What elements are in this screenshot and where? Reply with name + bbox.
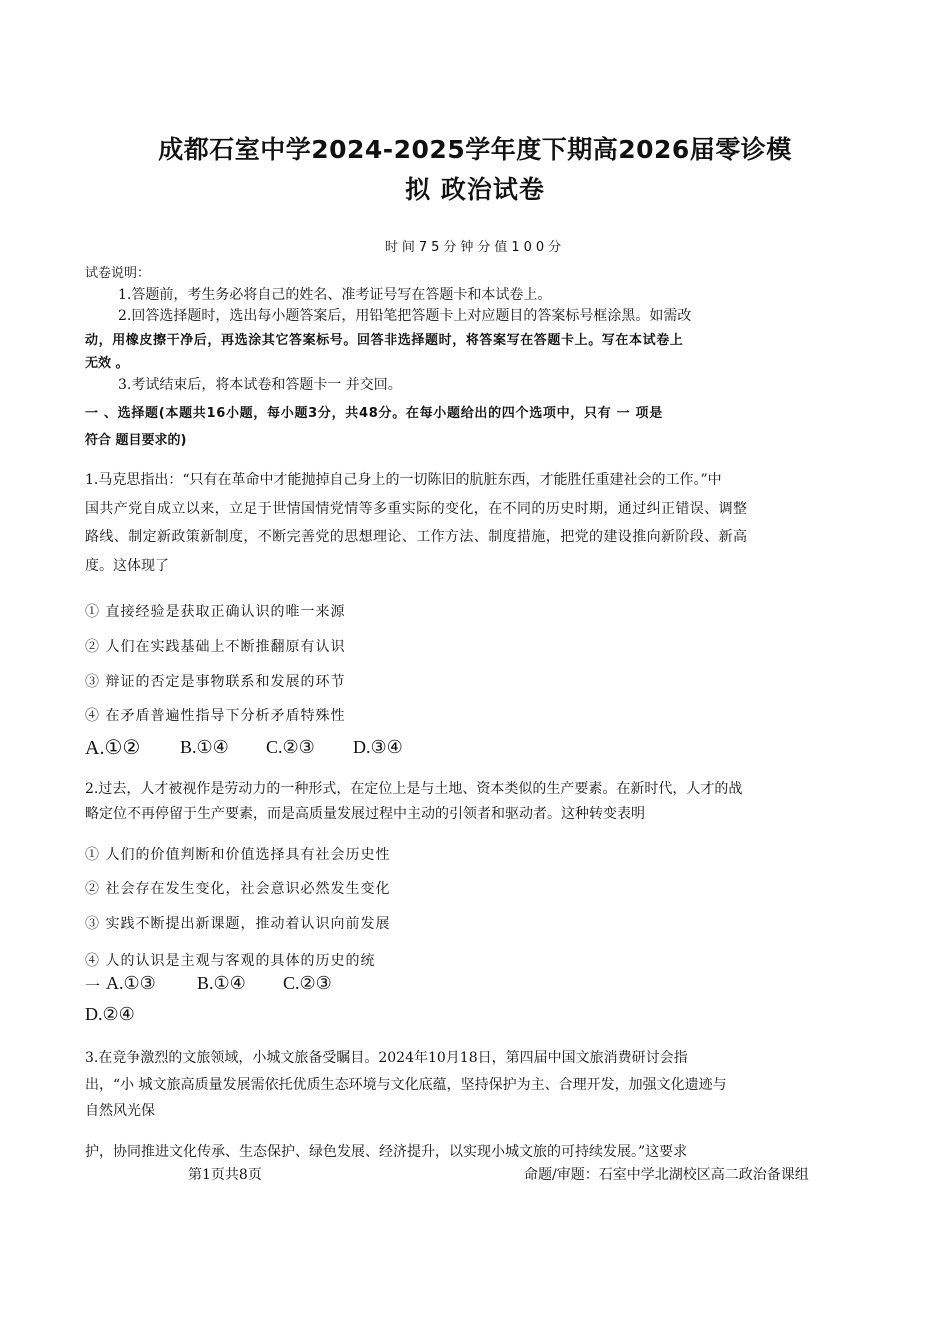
footer-credit: 命题/审题：石室中学北湖校区高二政治备课组: [524, 1167, 809, 1183]
q2-statement-3: ③ 实践不断提出新课题，推动着认识向前发展: [85, 916, 391, 932]
exam-title-line2: 拟 政治试卷: [405, 175, 545, 204]
q1-stem-line1: 1.马克思指出：“只有在革命中才能抛掉自己身上的一切陈旧的肮脏东西，才能胜任重建社会的工作。”中: [85, 472, 722, 488]
q2-statement-1: ① 人们的价值判断和价值选择具有社会历史性: [85, 847, 391, 863]
instruction-item-2-line1: 2.回答选择题时，选出每小题答案后，用铅笔把答题卡上对应题目的答案标号框涂黑。如需改: [118, 308, 692, 324]
q1-stem-line4: 度。这体现了: [85, 558, 169, 574]
instruction-item-2-line2: 动，用橡皮擦干净后，再选涂其它答案标号。回答非选择题时，将答案写在答题卡上。写在本试卷上: [85, 333, 684, 348]
time-info: 时间75分钟分值100分: [384, 240, 566, 255]
q3-stem-line4: 护，协同推进文化传承、生态保护、绿色发展、经济提升，以实现小城文旅的可持续发展。”这要求: [85, 1144, 688, 1160]
q1-stem-line2: 国共产党自成立以来，立足于世情国情党情等多重实际的变化，在不同的历史时期，通过纠正错误、调整: [85, 501, 748, 517]
q1-statement-2: ② 人们在实践基础上不断推翻原有认识: [85, 639, 346, 655]
q3-stem-line1: 3.在竞争激烈的文旅领域，小城文旅备受瞩目。2024年10月18日，第四届中国文旅消费研讨会指: [85, 1050, 688, 1066]
q1-statement-1: ① 直接经验是获取正确认识的唯一来源: [85, 604, 346, 620]
q1-statement-3: ③ 辩证的否定是事物联系和发展的环节: [85, 674, 346, 690]
q1-option-a: A.①②: [85, 737, 141, 759]
exam-title-line1: 成都石室中学2024-2025学年度下期高2026届零诊模: [158, 135, 792, 164]
section-heading-line1: 一 、选择题(本题共16小题，每小题3分，共48分。在每小题给出的四个选项中，只有 一 项是: [85, 406, 663, 421]
q2-option-b: B.①④: [197, 973, 246, 993]
q2-option-a: A.①③: [106, 973, 156, 993]
q1-option-b: B.①④: [180, 737, 229, 757]
instruction-item-3: 3.考试结束后，将本试卷和答题卡一 并交回。: [118, 377, 402, 393]
q2-statement-2: ② 社会存在发生变化，社会意识必然发生变化: [85, 881, 391, 897]
q3-stem-line3: 自然风光保: [85, 1103, 155, 1119]
instructions-heading: 试卷说明：: [85, 266, 151, 281]
q2-stem-line2: 略定位不再停留于生产要素，而是高质量发展过程中主动的引领者和驱动者。这种转变表明: [85, 806, 645, 822]
q2-option-d: D.②④: [85, 1004, 135, 1024]
q1-option-d: D.③④: [353, 737, 403, 757]
instruction-item-1: 1.答题前，考生务必将自己的姓名、准考证号写在答题卡和本试卷上。: [118, 287, 552, 303]
q1-stem-line3: 路线、制定新政策新制度，不断完善党的思想理论、工作方法、制度措施，把党的建设推向新阶段、新高: [85, 529, 748, 545]
q2-statement-4: ④ 人的认识是主观与客观的具体的历史的统: [85, 953, 376, 969]
instruction-item-2-line3: 无效 。: [85, 356, 129, 371]
q2-option-c: C.②③: [283, 973, 332, 993]
section-heading-line2: 符合 题目要求的): [85, 433, 187, 448]
footer-page-number: 第1页共8页: [188, 1167, 262, 1183]
q1-option-c: C.②③: [266, 737, 315, 757]
q1-statement-4: ④ 在矛盾普遍性指导下分析矛盾特殊性: [85, 708, 346, 724]
q3-stem-line2: 出，“小 城文旅高质量发展需依托优质生态环境与文化底蕴，坚持保护为主、合理开发，加强文化遗迹与: [85, 1077, 727, 1093]
q2-stem-line1: 2.过去，人才被视作是劳动力的一种形式，在定位上是与土地、资本类似的生产要素。在新时代，人才的战: [85, 781, 743, 797]
q2-statement-4-continued: 一: [85, 977, 101, 995]
